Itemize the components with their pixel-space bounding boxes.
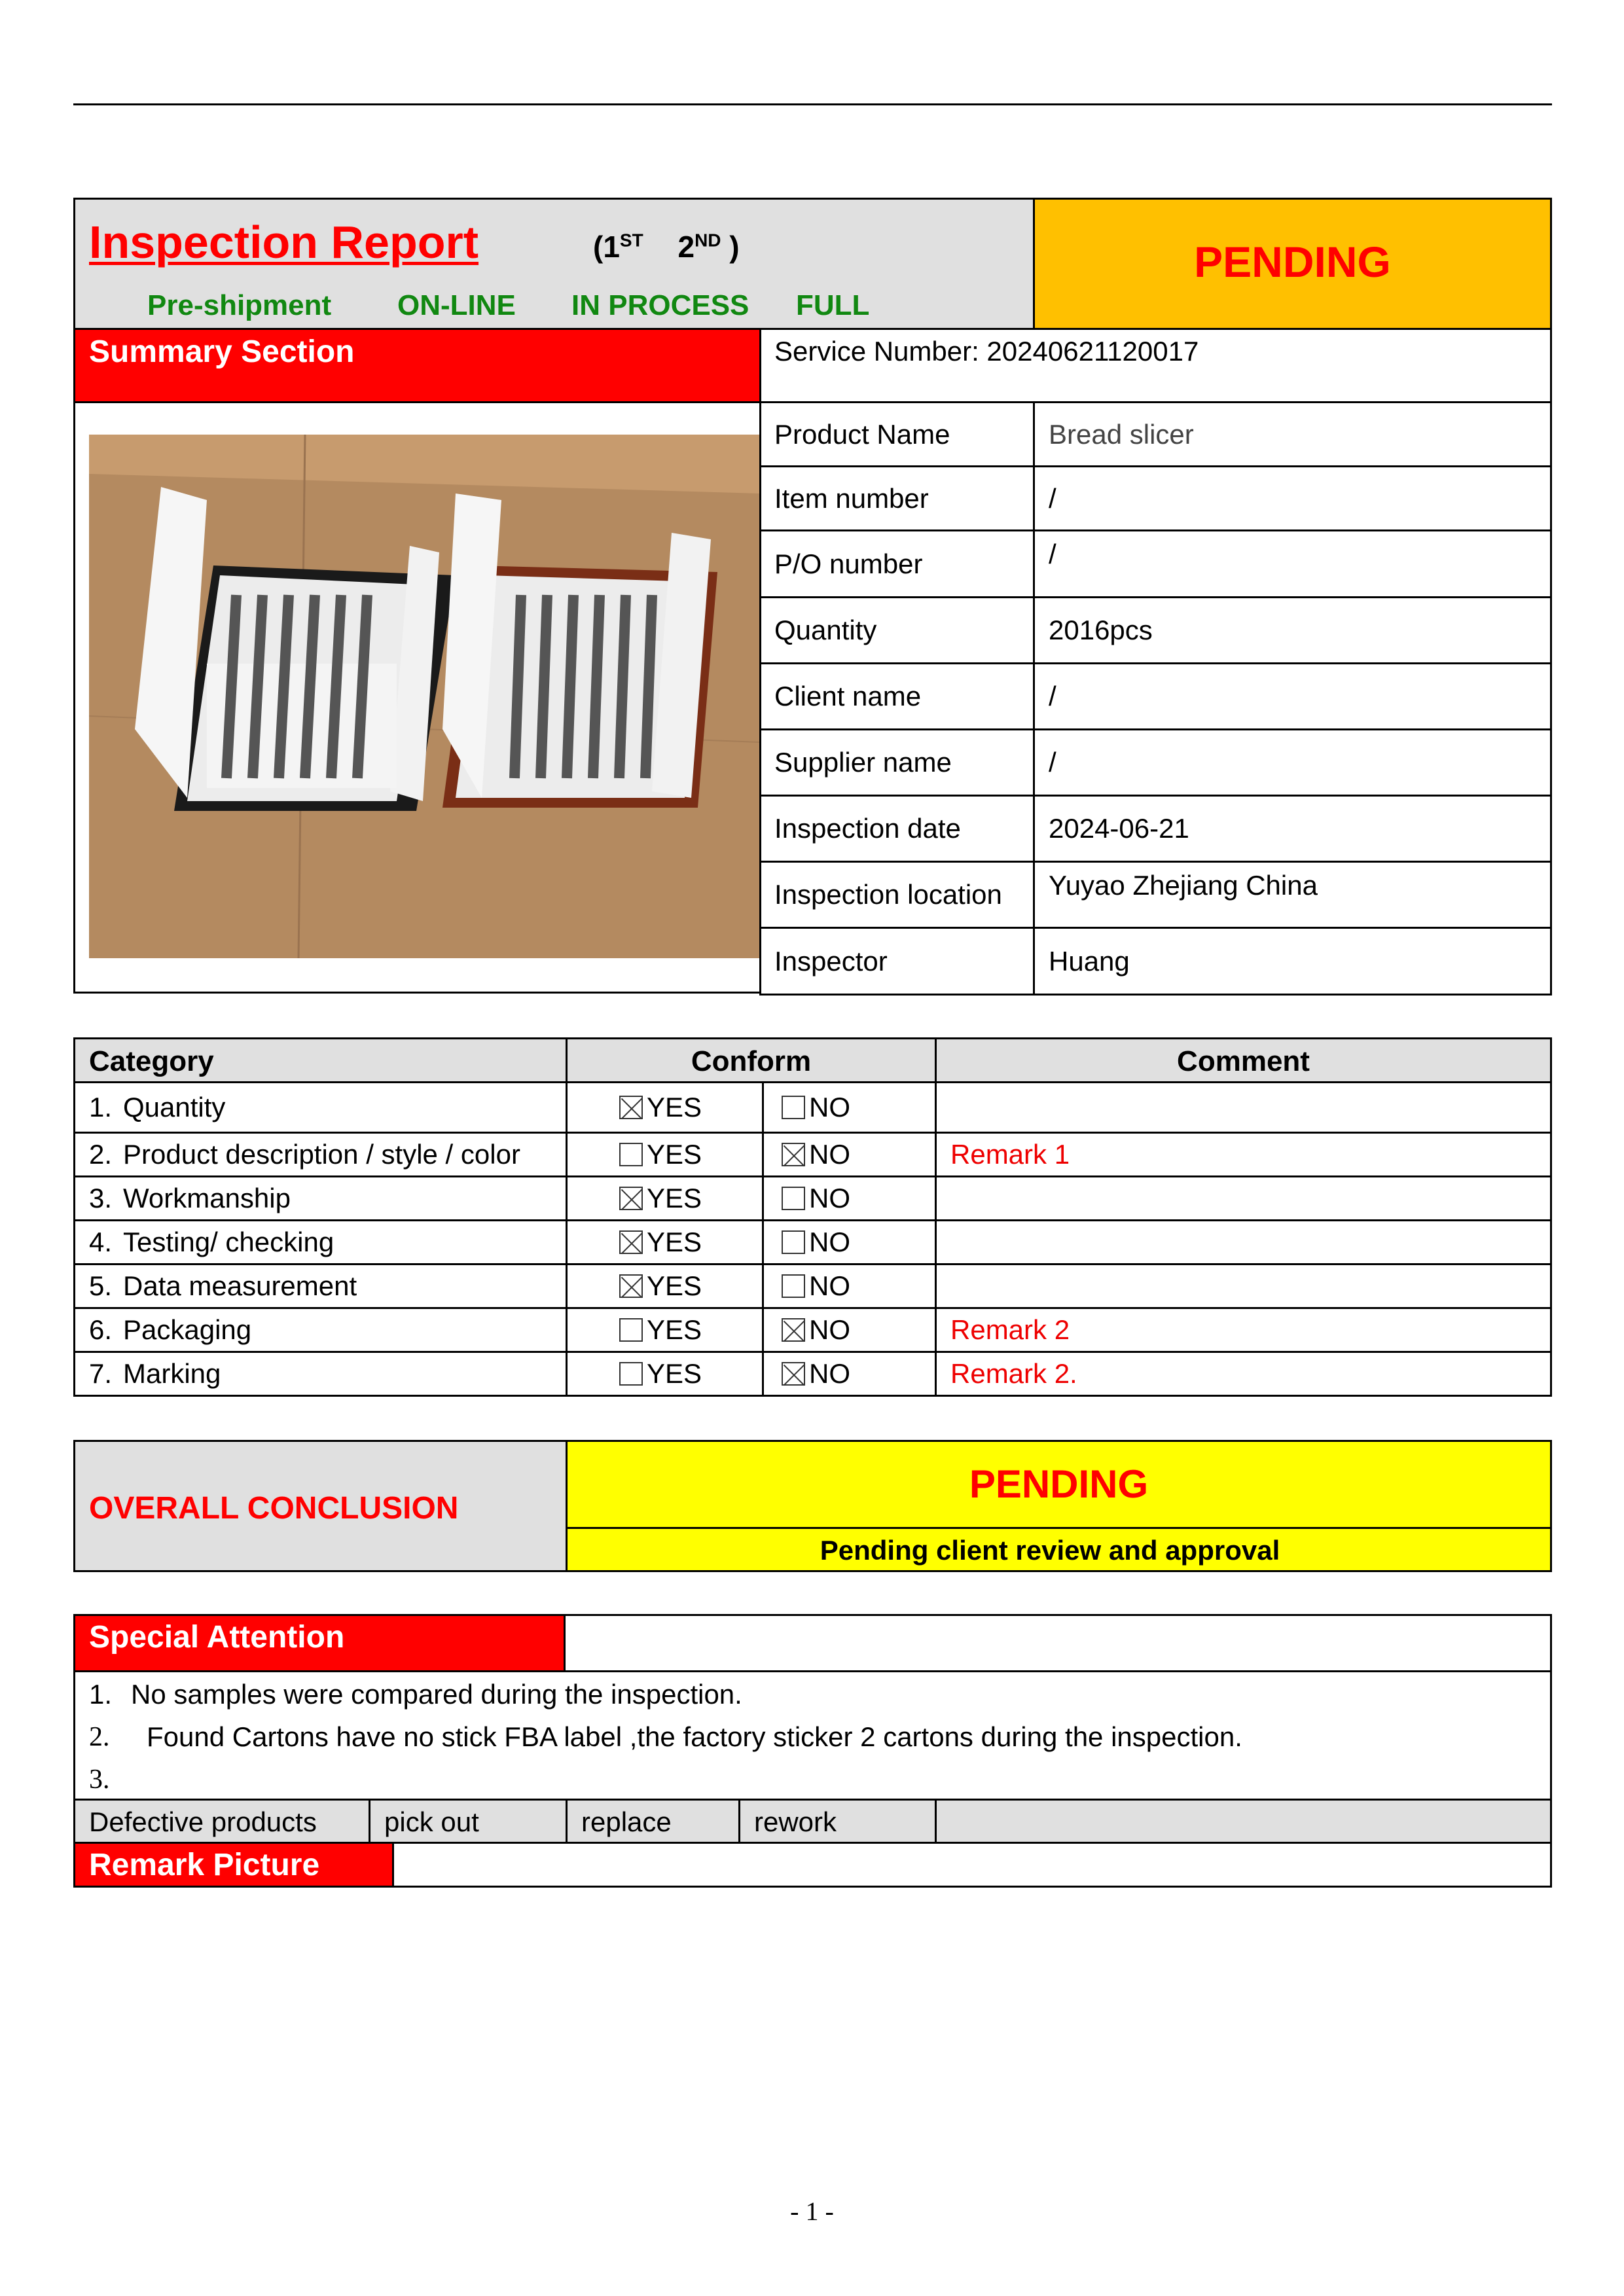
report-title: Inspection Report bbox=[89, 217, 479, 268]
yes-checkbox[interactable] bbox=[619, 1358, 702, 1390]
page-number: - 1 - bbox=[790, 2197, 834, 2226]
no-label: NO bbox=[809, 1314, 850, 1345]
yes-checkbox[interactable] bbox=[619, 1139, 702, 1170]
top-rule bbox=[73, 103, 1552, 105]
no-checkbox[interactable] bbox=[782, 1270, 850, 1302]
field-value: 2016pcs bbox=[1049, 615, 1153, 645]
checked-box-icon[interactable] bbox=[619, 1096, 643, 1119]
yes-checkbox[interactable] bbox=[619, 1270, 702, 1302]
yes-label: YES bbox=[647, 1358, 702, 1389]
round2: 2 bbox=[677, 230, 695, 264]
field-label: Quantity bbox=[774, 615, 877, 645]
field-value: Huang bbox=[1049, 945, 1130, 977]
category-label: Quantity bbox=[123, 1092, 226, 1122]
empty-box-icon[interactable] bbox=[782, 1274, 805, 1298]
attention-num-3: 3. bbox=[89, 1765, 110, 1795]
remark-picture-label: Remark Picture bbox=[89, 1848, 320, 1882]
field-value: Yuyao Zhejiang China bbox=[1049, 870, 1318, 901]
field-value: Bread slicer bbox=[1049, 418, 1194, 450]
comment-text: Remark 2. bbox=[950, 1358, 1077, 1389]
category-number: 2. bbox=[89, 1139, 113, 1170]
type-pre-shipment: Pre-shipment bbox=[147, 289, 332, 321]
no-label: NO bbox=[809, 1139, 850, 1170]
field-value-cell bbox=[1033, 465, 1552, 531]
no-label: NO bbox=[809, 1092, 850, 1122]
yes-label: YES bbox=[647, 1270, 702, 1301]
conclusion-status: PENDING bbox=[969, 1462, 1149, 1506]
category-label: Packaging bbox=[123, 1314, 252, 1345]
category-header: Category bbox=[89, 1045, 214, 1077]
yes-label: YES bbox=[647, 1314, 702, 1345]
category-number: 1. bbox=[89, 1092, 113, 1122]
conform-header: Conform bbox=[691, 1045, 812, 1077]
empty-box-icon[interactable] bbox=[782, 1230, 805, 1254]
field-label: Inspection date bbox=[774, 813, 961, 844]
empty-box-icon[interactable] bbox=[782, 1187, 805, 1210]
checked-box-icon[interactable] bbox=[782, 1318, 805, 1342]
checklist-cell bbox=[935, 1219, 1552, 1265]
replace-label: replace bbox=[581, 1806, 672, 1837]
checked-box-icon[interactable] bbox=[619, 1230, 643, 1254]
empty-box-icon[interactable] bbox=[619, 1318, 643, 1342]
checked-box-icon[interactable] bbox=[619, 1274, 643, 1298]
field-label: Item number bbox=[774, 482, 929, 514]
header-status: PENDING bbox=[1194, 238, 1391, 286]
yes-label: YES bbox=[647, 1227, 702, 1257]
field-value: / bbox=[1049, 747, 1056, 778]
yes-label: YES bbox=[647, 1139, 702, 1170]
field-label: Supplier name bbox=[774, 747, 952, 778]
no-checkbox[interactable] bbox=[782, 1092, 850, 1123]
defective-products-label: Defective products bbox=[89, 1806, 317, 1837]
field-value: / bbox=[1049, 482, 1056, 514]
attention-text-2: Found Cartons have no stick FBA label ,the factory sticker 2 cartons during the inspection. bbox=[147, 1721, 1242, 1752]
no-checkbox[interactable] bbox=[782, 1139, 850, 1170]
no-checkbox[interactable] bbox=[782, 1183, 850, 1214]
yes-checkbox[interactable] bbox=[619, 1314, 702, 1346]
type-on-line: ON-LINE bbox=[397, 289, 516, 321]
comment-text: Remark 2 bbox=[950, 1314, 1070, 1345]
summary-label: Summary Section bbox=[89, 334, 355, 369]
field-label: Inspection location bbox=[774, 879, 1002, 910]
round1-sup: ST bbox=[619, 230, 643, 251]
category-label: Data measurement bbox=[123, 1270, 357, 1301]
attention-num-2: 2. bbox=[89, 1722, 110, 1752]
no-checkbox[interactable] bbox=[782, 1314, 850, 1346]
yes-checkbox[interactable] bbox=[619, 1227, 702, 1258]
rework-label: rework bbox=[754, 1806, 837, 1837]
special-attention-label: Special Attention bbox=[89, 1620, 345, 1655]
yes-checkbox[interactable] bbox=[619, 1183, 702, 1214]
comment-text: Remark 1 bbox=[950, 1139, 1070, 1170]
conclusion-note: Pending client review and approval bbox=[820, 1535, 1280, 1566]
empty-box-icon[interactable] bbox=[782, 1096, 805, 1119]
field-label: P/O number bbox=[774, 548, 923, 579]
inspection-rounds bbox=[593, 229, 740, 264]
category-number: 5. bbox=[89, 1270, 113, 1301]
field-label: Inspector bbox=[774, 945, 888, 977]
rounds-close: ) bbox=[729, 230, 740, 264]
category-number: 3. bbox=[89, 1183, 113, 1213]
service-number: Service Number: 20240621120017 bbox=[774, 336, 1199, 367]
no-label: NO bbox=[809, 1183, 850, 1213]
round2-sup: ND bbox=[695, 230, 721, 251]
checklist-cell bbox=[935, 1263, 1552, 1309]
field-value: / bbox=[1049, 681, 1056, 711]
category-number: 4. bbox=[89, 1227, 113, 1257]
checklist-cell bbox=[935, 1081, 1552, 1134]
no-label: NO bbox=[809, 1358, 850, 1389]
defective-cell-5 bbox=[935, 1799, 1552, 1844]
pick-out-label: pick out bbox=[384, 1806, 479, 1837]
yes-label: YES bbox=[647, 1183, 702, 1213]
category-number: 6. bbox=[89, 1314, 113, 1345]
field-value-cell bbox=[1033, 529, 1552, 598]
attention-text-1: No samples were compared during the inspection. bbox=[131, 1679, 742, 1710]
type-in-process: IN PROCESS bbox=[571, 289, 749, 321]
type-full: FULL bbox=[796, 289, 870, 321]
category-label: Marking bbox=[123, 1358, 221, 1389]
product-photo bbox=[89, 435, 759, 958]
field-value: / bbox=[1049, 539, 1056, 569]
category-label: Testing/ checking bbox=[123, 1227, 334, 1257]
attention-num-1: 1. bbox=[89, 1679, 113, 1710]
empty-box-icon[interactable] bbox=[619, 1143, 643, 1166]
yes-label: YES bbox=[647, 1092, 702, 1122]
checked-box-icon[interactable] bbox=[619, 1187, 643, 1210]
comment-header: Comment bbox=[1177, 1045, 1310, 1077]
checked-box-icon[interactable] bbox=[782, 1362, 805, 1386]
no-checkbox[interactable] bbox=[782, 1358, 850, 1390]
no-checkbox[interactable] bbox=[782, 1227, 850, 1258]
conclusion-label: OVERALL CONCLUSION bbox=[89, 1491, 459, 1526]
checked-box-icon[interactable] bbox=[782, 1143, 805, 1166]
field-value-cell bbox=[1033, 662, 1552, 730]
category-label: Workmanship bbox=[123, 1183, 291, 1213]
no-label: NO bbox=[809, 1270, 850, 1301]
field-label: Product Name bbox=[774, 418, 950, 450]
category-number: 7. bbox=[89, 1358, 113, 1389]
field-label: Client name bbox=[774, 681, 922, 711]
checklist-cell bbox=[935, 1175, 1552, 1221]
rounds-open: (1 bbox=[593, 230, 620, 264]
category-label: Product description / style / color bbox=[123, 1139, 520, 1170]
no-label: NO bbox=[809, 1227, 850, 1257]
field-value-cell bbox=[1033, 728, 1552, 797]
empty-box-icon[interactable] bbox=[619, 1362, 643, 1386]
field-value: 2024-06-21 bbox=[1049, 813, 1189, 844]
yes-checkbox[interactable] bbox=[619, 1092, 702, 1123]
